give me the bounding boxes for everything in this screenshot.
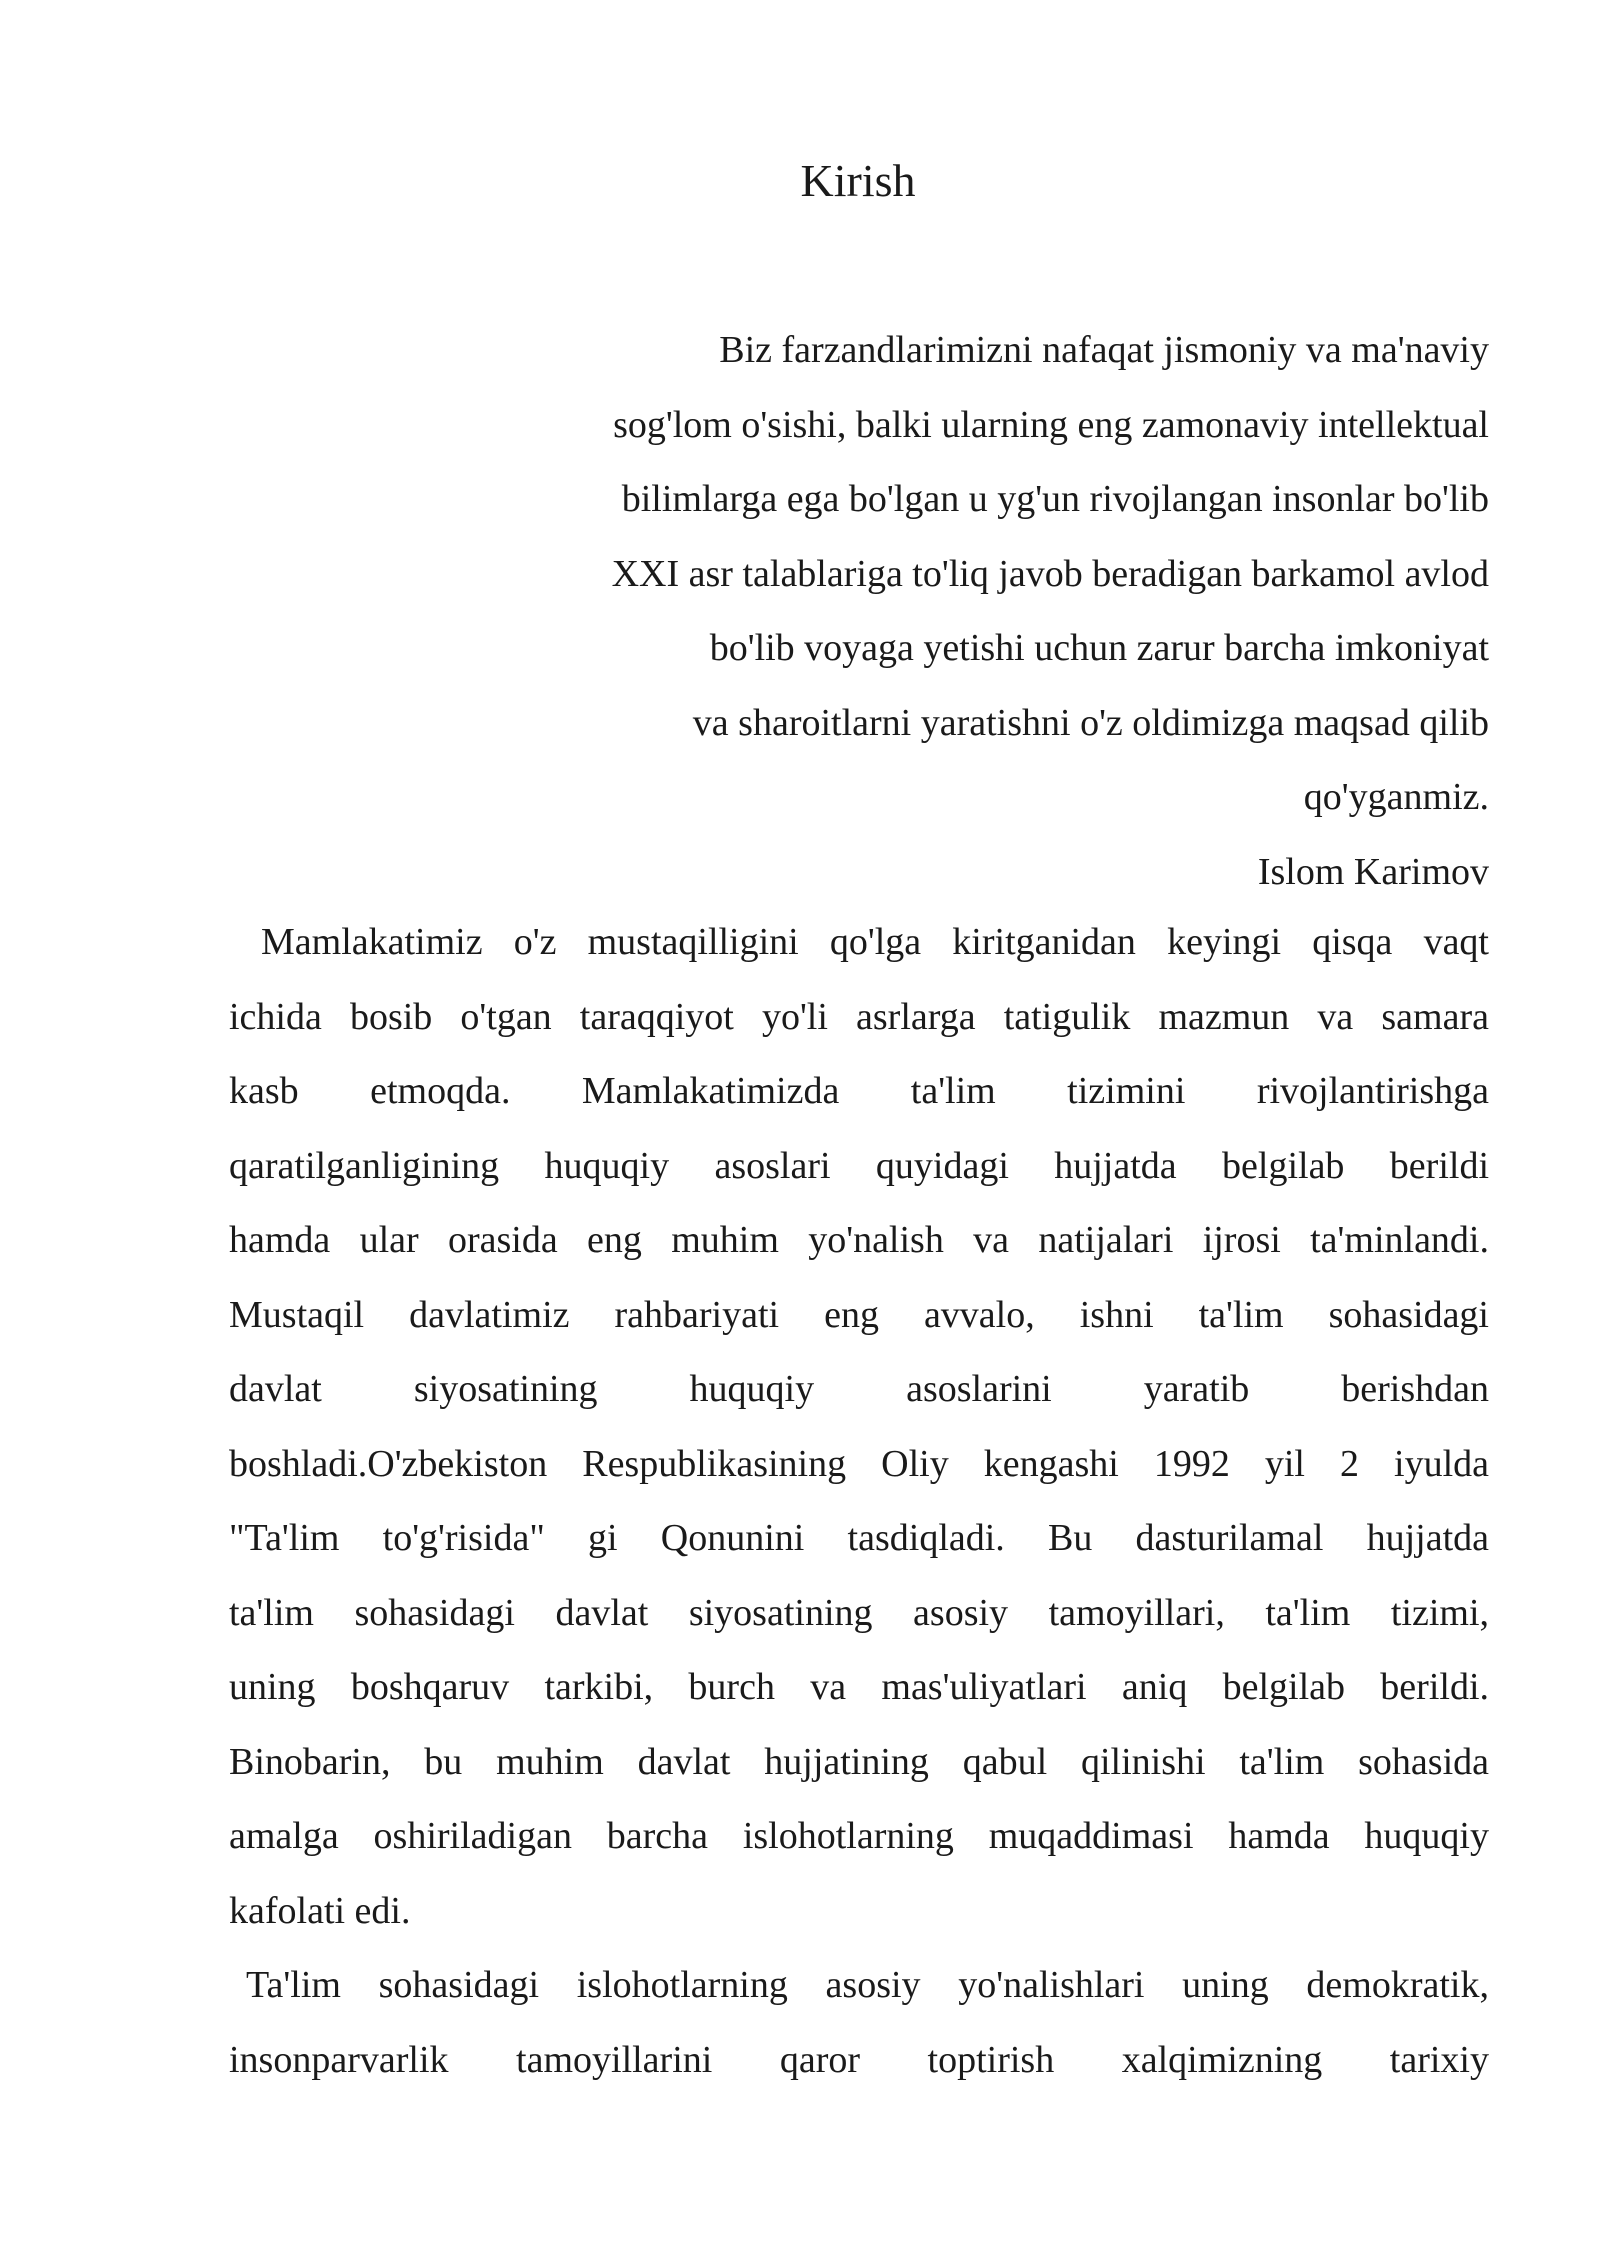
- epigraph-line: va sharoitlarni yaratishni o'z oldimizga maqsad qilib: [692, 701, 1489, 744]
- text-line: ta'lim sohasidagi davlat siyosatining asosiy tamoyillari, ta'lim tizimi,: [229, 1591, 1489, 1634]
- text-line: "Ta'lim to'g'risida" gi Qonunini tasdiqladi. Bu dasturilamal hujjatda: [229, 1517, 1489, 1559]
- text-line: Binobarin, bu muhim davlat hujjatining qabul qilinishi ta'lim sohasida: [229, 1740, 1489, 1783]
- epigraph-line: XXI asr talablariga to'liq javob beradigan barkamol avlod: [611, 552, 1489, 595]
- text-line: qaratilganligining huquqiy asoslari quyidagi hujjatda belgilab berildi: [229, 1144, 1489, 1187]
- epigraph-line: sog'lom o'sishi, balki ularning eng zamonaviy intellektual: [613, 403, 1489, 446]
- text-line: amalga oshiriladigan barcha islohotlarning muqaddimasi hamda huquqiy: [229, 1815, 1489, 1857]
- epigraph: [612, 313, 1489, 909]
- body-text: [229, 905, 1489, 2097]
- text-line: Mamlakatimiz o'z mustaqilligini qo'lga kiritganidan keyingi qisqa vaqt: [261, 921, 1489, 963]
- text-line: uning boshqaruv tarkibi, burch va mas'uliyatlari aniq belgilab berildi.: [229, 1666, 1489, 1708]
- epigraph-line: qo'yganmiz.: [1303, 776, 1489, 818]
- text-line: kasb etmoqda. Mamlakatimizda ta'lim tizimini rivojlantirishga: [229, 1070, 1489, 1112]
- paragraph-1: [229, 905, 1489, 1948]
- text-line: hamda ular orasida eng muhim yo'nalish va natijalari ijrosi ta'minlandi.: [229, 1219, 1489, 1261]
- epigraph-line: bo'lib voyaga yetishi uchun zarur barcha imkoniyat: [709, 627, 1489, 669]
- text-line: kafolati edi.: [229, 1889, 411, 1932]
- text-line: ichida bosib o'tgan taraqqiyot yo'li asrlarga tatigulik mazmun va samara: [229, 995, 1489, 1038]
- epigraph-line: bilimlarga ega bo'lgan u yg'un rivojlangan insonlar bo'lib: [621, 478, 1489, 520]
- text-line: davlat siyosatining huquqiy asoslarini yaratib berishdan: [229, 1368, 1489, 1410]
- text-line: insonparvarlik tamoyillarini qaror toptirish xalqimizning tarixiy: [229, 2038, 1489, 2081]
- text-line: boshladi.O'zbekiston Respublikasining Oliy kengashi 1992 yil 2 iyulda: [229, 1442, 1489, 1485]
- text-line: Ta'lim sohasidagi islohotlarning asosiy yo'nalishlari uning demokratik,: [246, 1964, 1489, 2006]
- epigraph-line: Biz farzandlarimizni nafaqat jismoniy va ma'naviy: [719, 329, 1489, 371]
- epigraph-author: Islom Karimov: [1257, 850, 1489, 893]
- paragraph-2: [229, 1948, 1489, 2097]
- page-title: Kirish: [800, 155, 916, 206]
- text-line: Mustaqil davlatimiz rahbariyati eng avvalo, ishni ta'lim sohasidagi: [229, 1293, 1489, 1336]
